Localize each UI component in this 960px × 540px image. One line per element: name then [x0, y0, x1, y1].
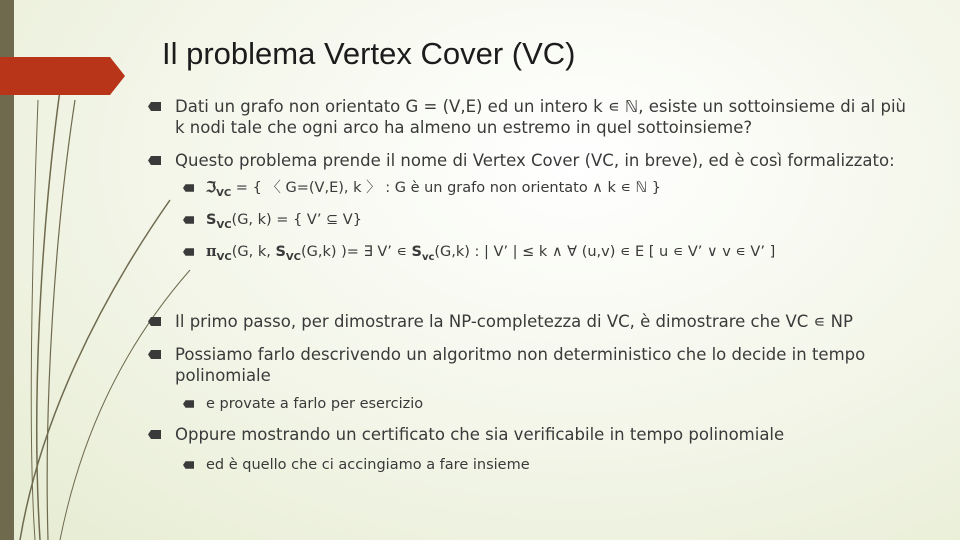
predicate-symbol: π — [206, 242, 217, 260]
bullet-text: Questo problema prende il nome di Vertex Cover (VC, in breve), ed è così formalizzato: — [175, 151, 895, 170]
predicate-part: (G,k) )= ∃ V’ ∊ — [300, 243, 412, 260]
predicate-part: (G,k) : | V’ | ≤ k ∧ ∀ (u,v) ∊ E [ u ∊ V’ ∨ v ∊ V’ ] — [434, 243, 776, 260]
pencil-bullet-icon — [183, 184, 194, 192]
bullet-item — [148, 424, 918, 445]
bullet-text: Dati un grafo non orientato G = (V,E) ed un intero k ∊ ℕ, esiste un sottoinsieme di al più k nodi tale che ogni arco ha almeno un estremo in quel sottoinsieme? — [175, 97, 907, 137]
formal-predicate-item — [148, 242, 918, 268]
bullet-item — [148, 96, 918, 138]
predicate-solution-symbol: S — [275, 243, 286, 260]
instance-symbol: ℑ — [206, 179, 217, 196]
solution-definition: (G, k) = { V’ ⊆ V} — [231, 211, 362, 228]
pencil-bullet-icon — [183, 248, 194, 256]
predicate-solution-subscript: VC — [285, 251, 301, 263]
pencil-bullet-icon — [183, 461, 194, 469]
predicate-part: (G, k, — [231, 243, 276, 260]
solution-symbol: S — [206, 211, 217, 228]
pencil-bullet-icon — [183, 216, 194, 224]
formal-solution-item — [148, 210, 918, 236]
bullet-item — [148, 311, 918, 332]
sub-bullet-item — [148, 455, 918, 475]
solution-subscript: VC — [216, 219, 232, 231]
bullet-text: Possiamo farlo descrivendo un algoritmo non deterministico che lo decide in tempo polinomiale — [175, 344, 866, 385]
bullet-item — [148, 344, 918, 386]
instance-subscript: VC — [216, 187, 232, 199]
sub-bullet-item — [148, 394, 918, 414]
sub-bullet-text: e provate a farlo per esercizio — [206, 395, 424, 412]
formal-instance-item — [148, 178, 918, 204]
bullet-text: Il primo passo, per dimostrare la NP-completezza di VC, è dimostrare che VC ∊ NP — [175, 311, 853, 331]
bullet-item — [148, 150, 918, 171]
pencil-bullet-icon — [148, 102, 161, 111]
slide-content — [148, 96, 918, 475]
title-accent-tab — [0, 57, 125, 95]
pencil-bullet-icon — [148, 317, 161, 326]
pencil-bullet-icon — [148, 350, 161, 359]
pencil-bullet-icon — [148, 430, 161, 439]
sub-bullet-text: ed è quello che ci accingiamo a fare insieme — [206, 456, 530, 473]
pencil-bullet-icon — [183, 400, 194, 408]
predicate-solution-subscript: vc — [421, 251, 435, 263]
predicate-solution-symbol: S — [411, 243, 422, 260]
pencil-bullet-icon — [148, 156, 161, 165]
slide-title: Il problema Vertex Cover (VC) — [162, 36, 576, 71]
bullet-text: Oppure mostrando un certificato che sia verificabile in tempo polinomiale — [175, 424, 785, 444]
predicate-subscript: VC — [216, 251, 232, 263]
instance-definition: = { 〈 G=(V,E), k 〉 : G è un grafo non orientato ∧ k ∊ ℕ } — [231, 180, 661, 196]
